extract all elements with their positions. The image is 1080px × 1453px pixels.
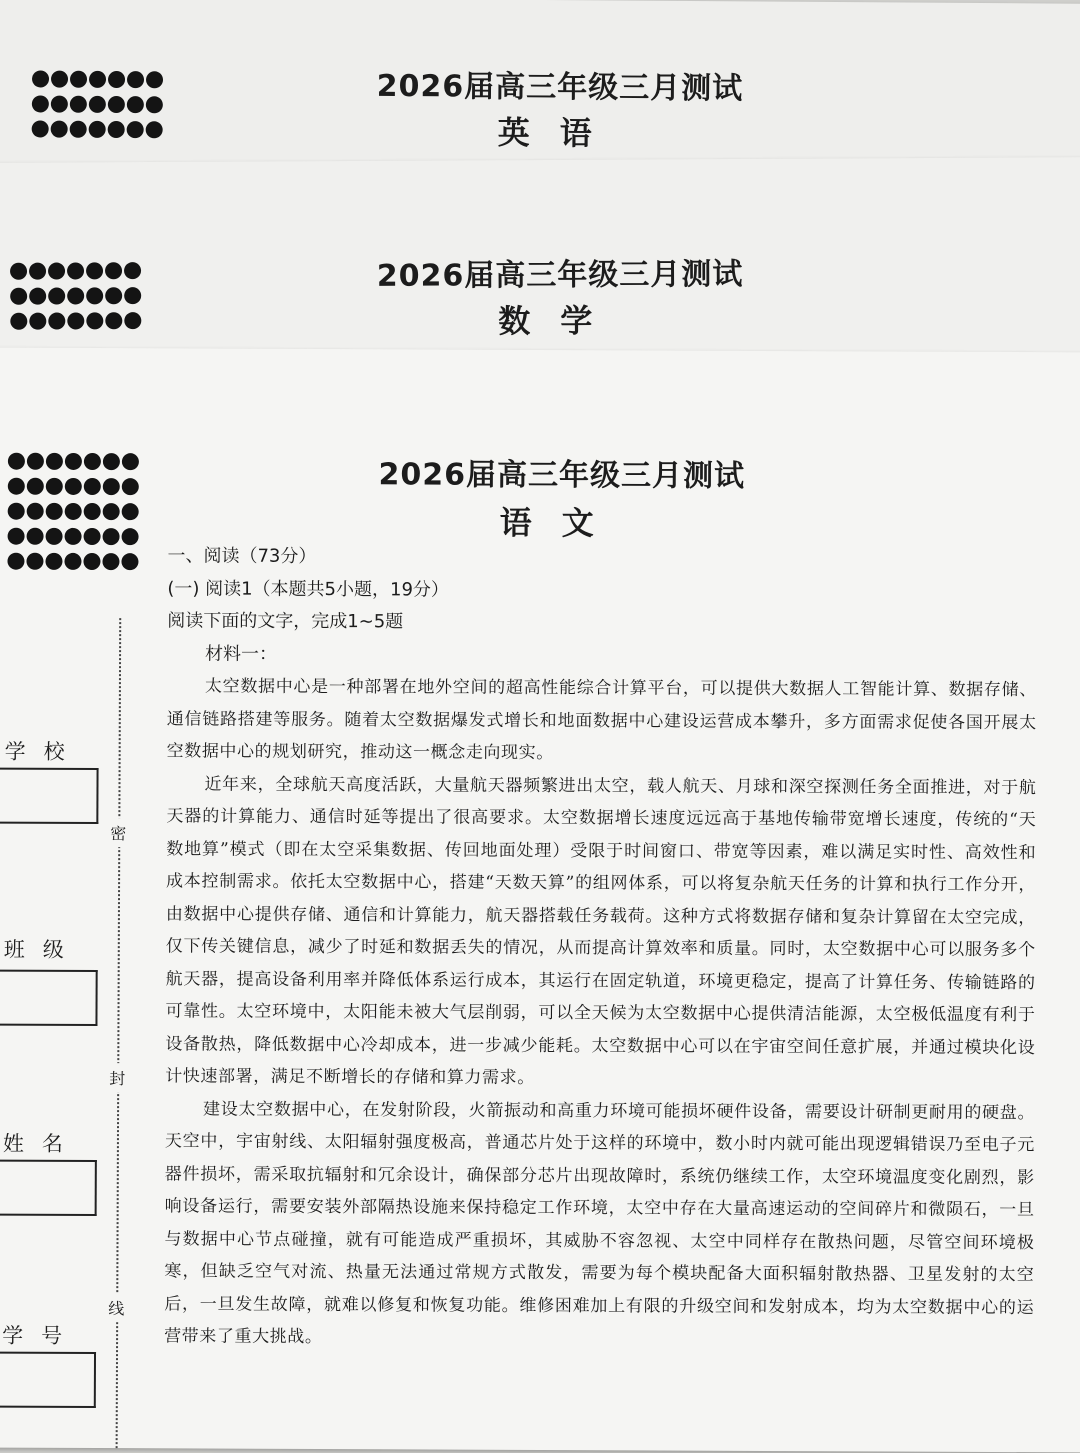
name-label: 姓名: [2, 1131, 81, 1156]
chinese-exam-sheet: [0, 348, 1080, 1453]
name-field[interactable]: [0, 1160, 97, 1217]
paragraph: 建设太空数据中心，在发射阶段，火箭振动和高重力环境可能损坏硬件设备，需要设计研制更耐用的硬盘。天空中，宇宙射线、太阳辐射强度极高，普通芯片处于这样的环境中，数小时内就可能出现逻辑错误乃至电子元器件损坏，需采取抗辐射和冗余设计，确保部分芯片出现故障时，系统仍继续工作，太空环境温度变化剧烈，影响设备运行，需要安装外部隔热设施来保持稳定工作环境，太空中存在大量高速运动的空间碎片和微陨石，一旦与数据中心节点碰撞，就有可能造成严重损坏，其威胁不容忽视、太空中同样存在散热问题，尽管空间环境极寒，但缺乏空气对流、热量无法通过常规方式散发，需要为每个模块配备大面积辐射散热器、卫星发射的太空后，一旦发生故障，就难以修复和恢复功能。维修困难加上有限的升级空间和发射成本，均为太空数据中心的运营带来了重大挑战。: [164, 1099, 1036, 1348]
student-id-label: 学号: [2, 1323, 81, 1348]
exam-title: 2026届高三年级三月测试: [376, 256, 744, 294]
subsection-heading: (一) 阅读1（本题共5小题，19分）: [167, 577, 449, 601]
exam-content: [164, 540, 1038, 1356]
seal-mark: 线: [108, 1293, 124, 1322]
student-id-field[interactable]: [0, 1352, 96, 1409]
math-exam-sheet: [0, 157, 1080, 363]
seal-mark: 密: [110, 818, 126, 847]
seal-mark: 封: [109, 1063, 125, 1092]
exam-title: 2026届高三年级三月测试: [376, 68, 744, 107]
exam-title: 2026届高三年级三月测试: [378, 457, 746, 494]
instruction: 阅读下面的文字，完成1~5题: [167, 610, 404, 633]
paragraph: 近年来，全球航天高度活跃，大量航天器频繁进出太空，载人航天、月球和深空探测任务全面推进，对于航天器的计算能力、通信时延等提出了很高要求。太空数据增长速度远远高于基地传输带宽增长速度，传统的“天数地算”模式（即在太空采集数据、传回地面处理）受限于时间窗口、带宽等因素，难以满足实时性、高效性和成本控制需求。依托太空数据中心，搭建“天数天算”的组网体系，可以将复杂航天任务的计算和执行工作分开，由数据中心提供存储、通信和计算能力，航天器搭载任务载荷。这种方式将数据存储和复杂计算留在太空完成，仅下传关键信息，减少了时延和数据丢失的情况，从而提高计算效率和质量。同时，太空数据中心可以服务多个航天器，提高设备利用率并降低体系运行成本，其运行在固定轨道，环境更稳定，提高了计算任务、传输链路的可靠性。太空环境中，太阳能未被大气层削弱，可以全天候为太空数据中心提供清洁能源，太空极低温度有利于设备散热，降低数据中心冷却成本，进一步减少能耗。太空数据中心可以在宇宙空间任意扩展，并通过模块化设计快速部署，满足不断增长的存储和算力需求。: [165, 774, 1037, 1088]
subject-title: 数学: [498, 301, 623, 341]
section-heading: 一、阅读（73分）: [167, 545, 317, 567]
english-exam-sheet: [0, 0, 1080, 174]
school-field[interactable]: [0, 768, 99, 825]
subject-title: 英语: [497, 113, 622, 153]
paragraph: 太空数据中心是一种部署在地外空间的超高性能综合计算平台，可以提供大数据人工智能计算、数据存储、通信链路搭建等服务。随着太空数据爆发式增长和地面数据中心建设运营成本攀升，多方面需求促使各国开展太空数据中心的规划研究，推动这一概念走向现实。: [166, 676, 1037, 764]
seal-line: [116, 618, 122, 1448]
school-label: 学校: [4, 739, 83, 764]
subject-title: 语文: [499, 503, 624, 543]
class-field[interactable]: [0, 970, 98, 1027]
class-label: 班级: [3, 937, 82, 962]
material-label: 材料一：: [205, 643, 278, 665]
